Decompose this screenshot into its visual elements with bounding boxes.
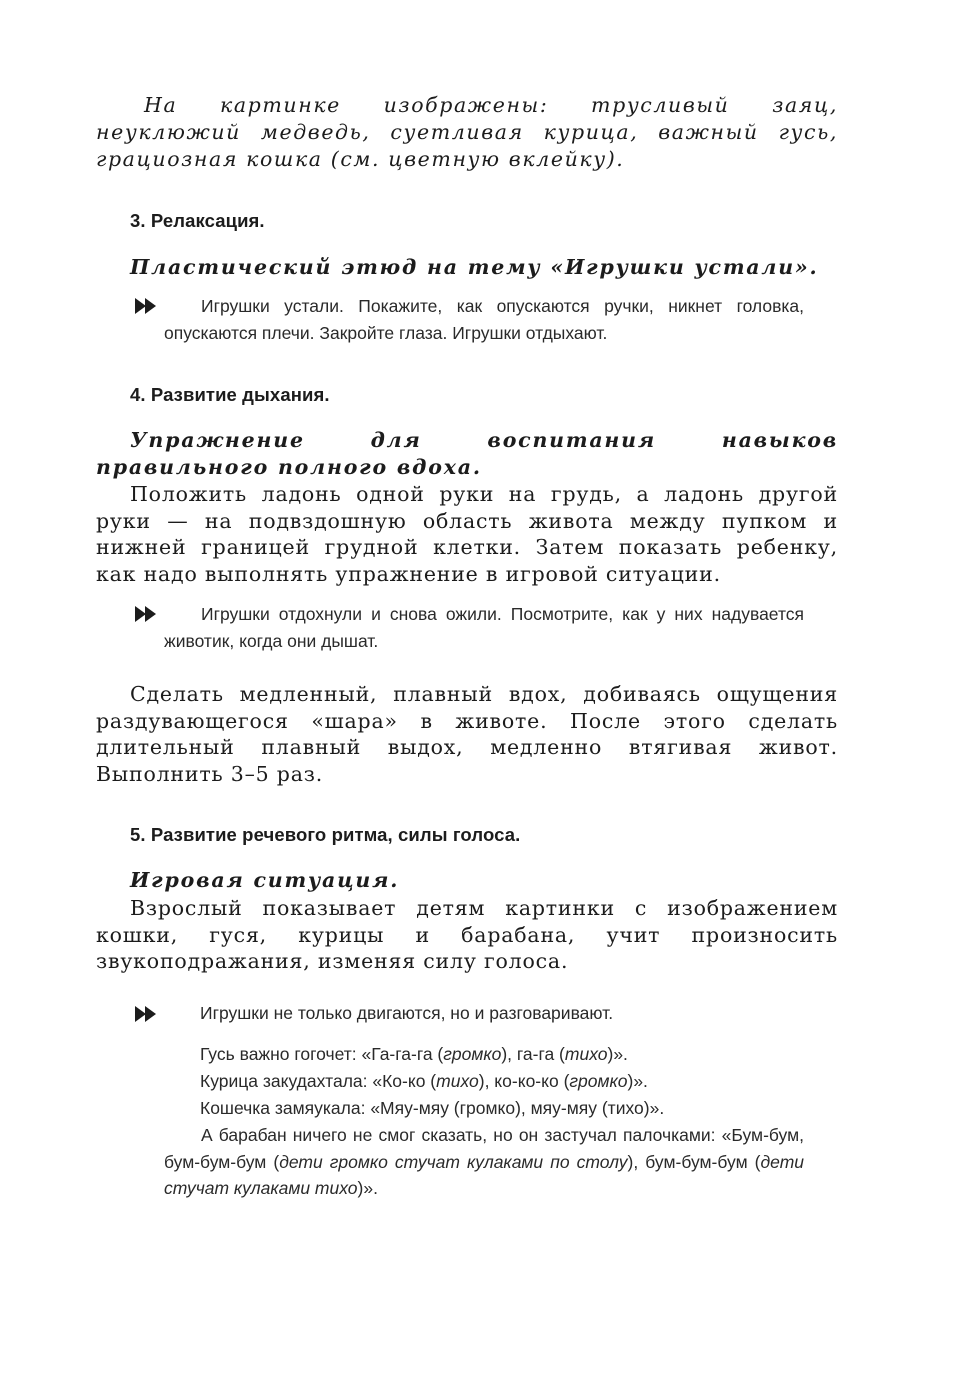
hen-line: Курица закудахтала: «Ко-ко (тихо), ко-ко-ко (громко)». [200,1071,648,1091]
section-5-body: Взрослый показывает детям картинки с изображением кошки, гуся, курицы и барабана, учит произносить звукоподражания, изменяя силу голоса. [96,896,838,973]
section-5-subheading: Игровая ситуация. [130,868,400,892]
section-3-heading: 3. Релаксация. [130,210,265,231]
section-4-body: Положить ладонь одной руки на грудь, а ладонь другой руки — на подвздошную область живота между пупком и нижней границей грудной клетки. Затем показать ребенку, как надо выполнять упражнение в игровой ситуации. [96,482,838,586]
goose-line: Гусь важно гогочет: «Га-га-га (громко), га-га (тихо)». [200,1044,628,1064]
section-4-body-2: Сделать медленный, плавный вдох, добиваясь ощущения раздувающегося «шара» в животе. После этого сделать длительный плавный выдох, медленно втягивая живот. Выполнить 3–5 раз. [96,682,838,786]
intro-paragraph: На картинке изображены: трусливый заяц, неуклюжий медведь, суетливая курица, важный гусь, грациозная кошка (см. цветную вклейку). [96,93,838,171]
section-4-subheading: Упражнение для воспитания навыков правильного полного вдоха. [96,428,838,479]
drum-paragraph: А барабан ничего не смог сказать, но он застучал палочками: «Бум-бум, бум-бум-бум (дети громко стучат кулаками по столу), бум-бум-бум (дети стучат кулаками тихо)». [164,1125,805,1198]
double-triangle-marker-icon [134,605,158,623]
section-5-dialog-intro: Игрушки не только двигаются, но и разговаривают. [200,1003,614,1023]
section-3-dialog: Игрушки устали. Покажите, как опускаются ручки, никнет головка, опускаются плечи. Закройте глаза. Игрушки отдыхают. [164,296,804,343]
section-4-dialog: Игрушки отдохнули и снова ожили. Посмотрите, как у них надувается животик, когда они дышат. [164,604,804,651]
double-triangle-marker-icon [134,297,158,315]
section-4-heading: 4. Развитие дыхания. [130,384,330,405]
double-triangle-marker-icon [134,1005,158,1023]
cat-line: Кошечка замяукала: «Мяу-мяу (громко), мяу-мяу (тихо)». [200,1098,665,1118]
section-5-heading: 5. Развитие речевого ритма, силы голоса. [130,824,521,845]
section-3-subheading: Пластический этюд на тему «Игрушки устали». [130,255,819,279]
